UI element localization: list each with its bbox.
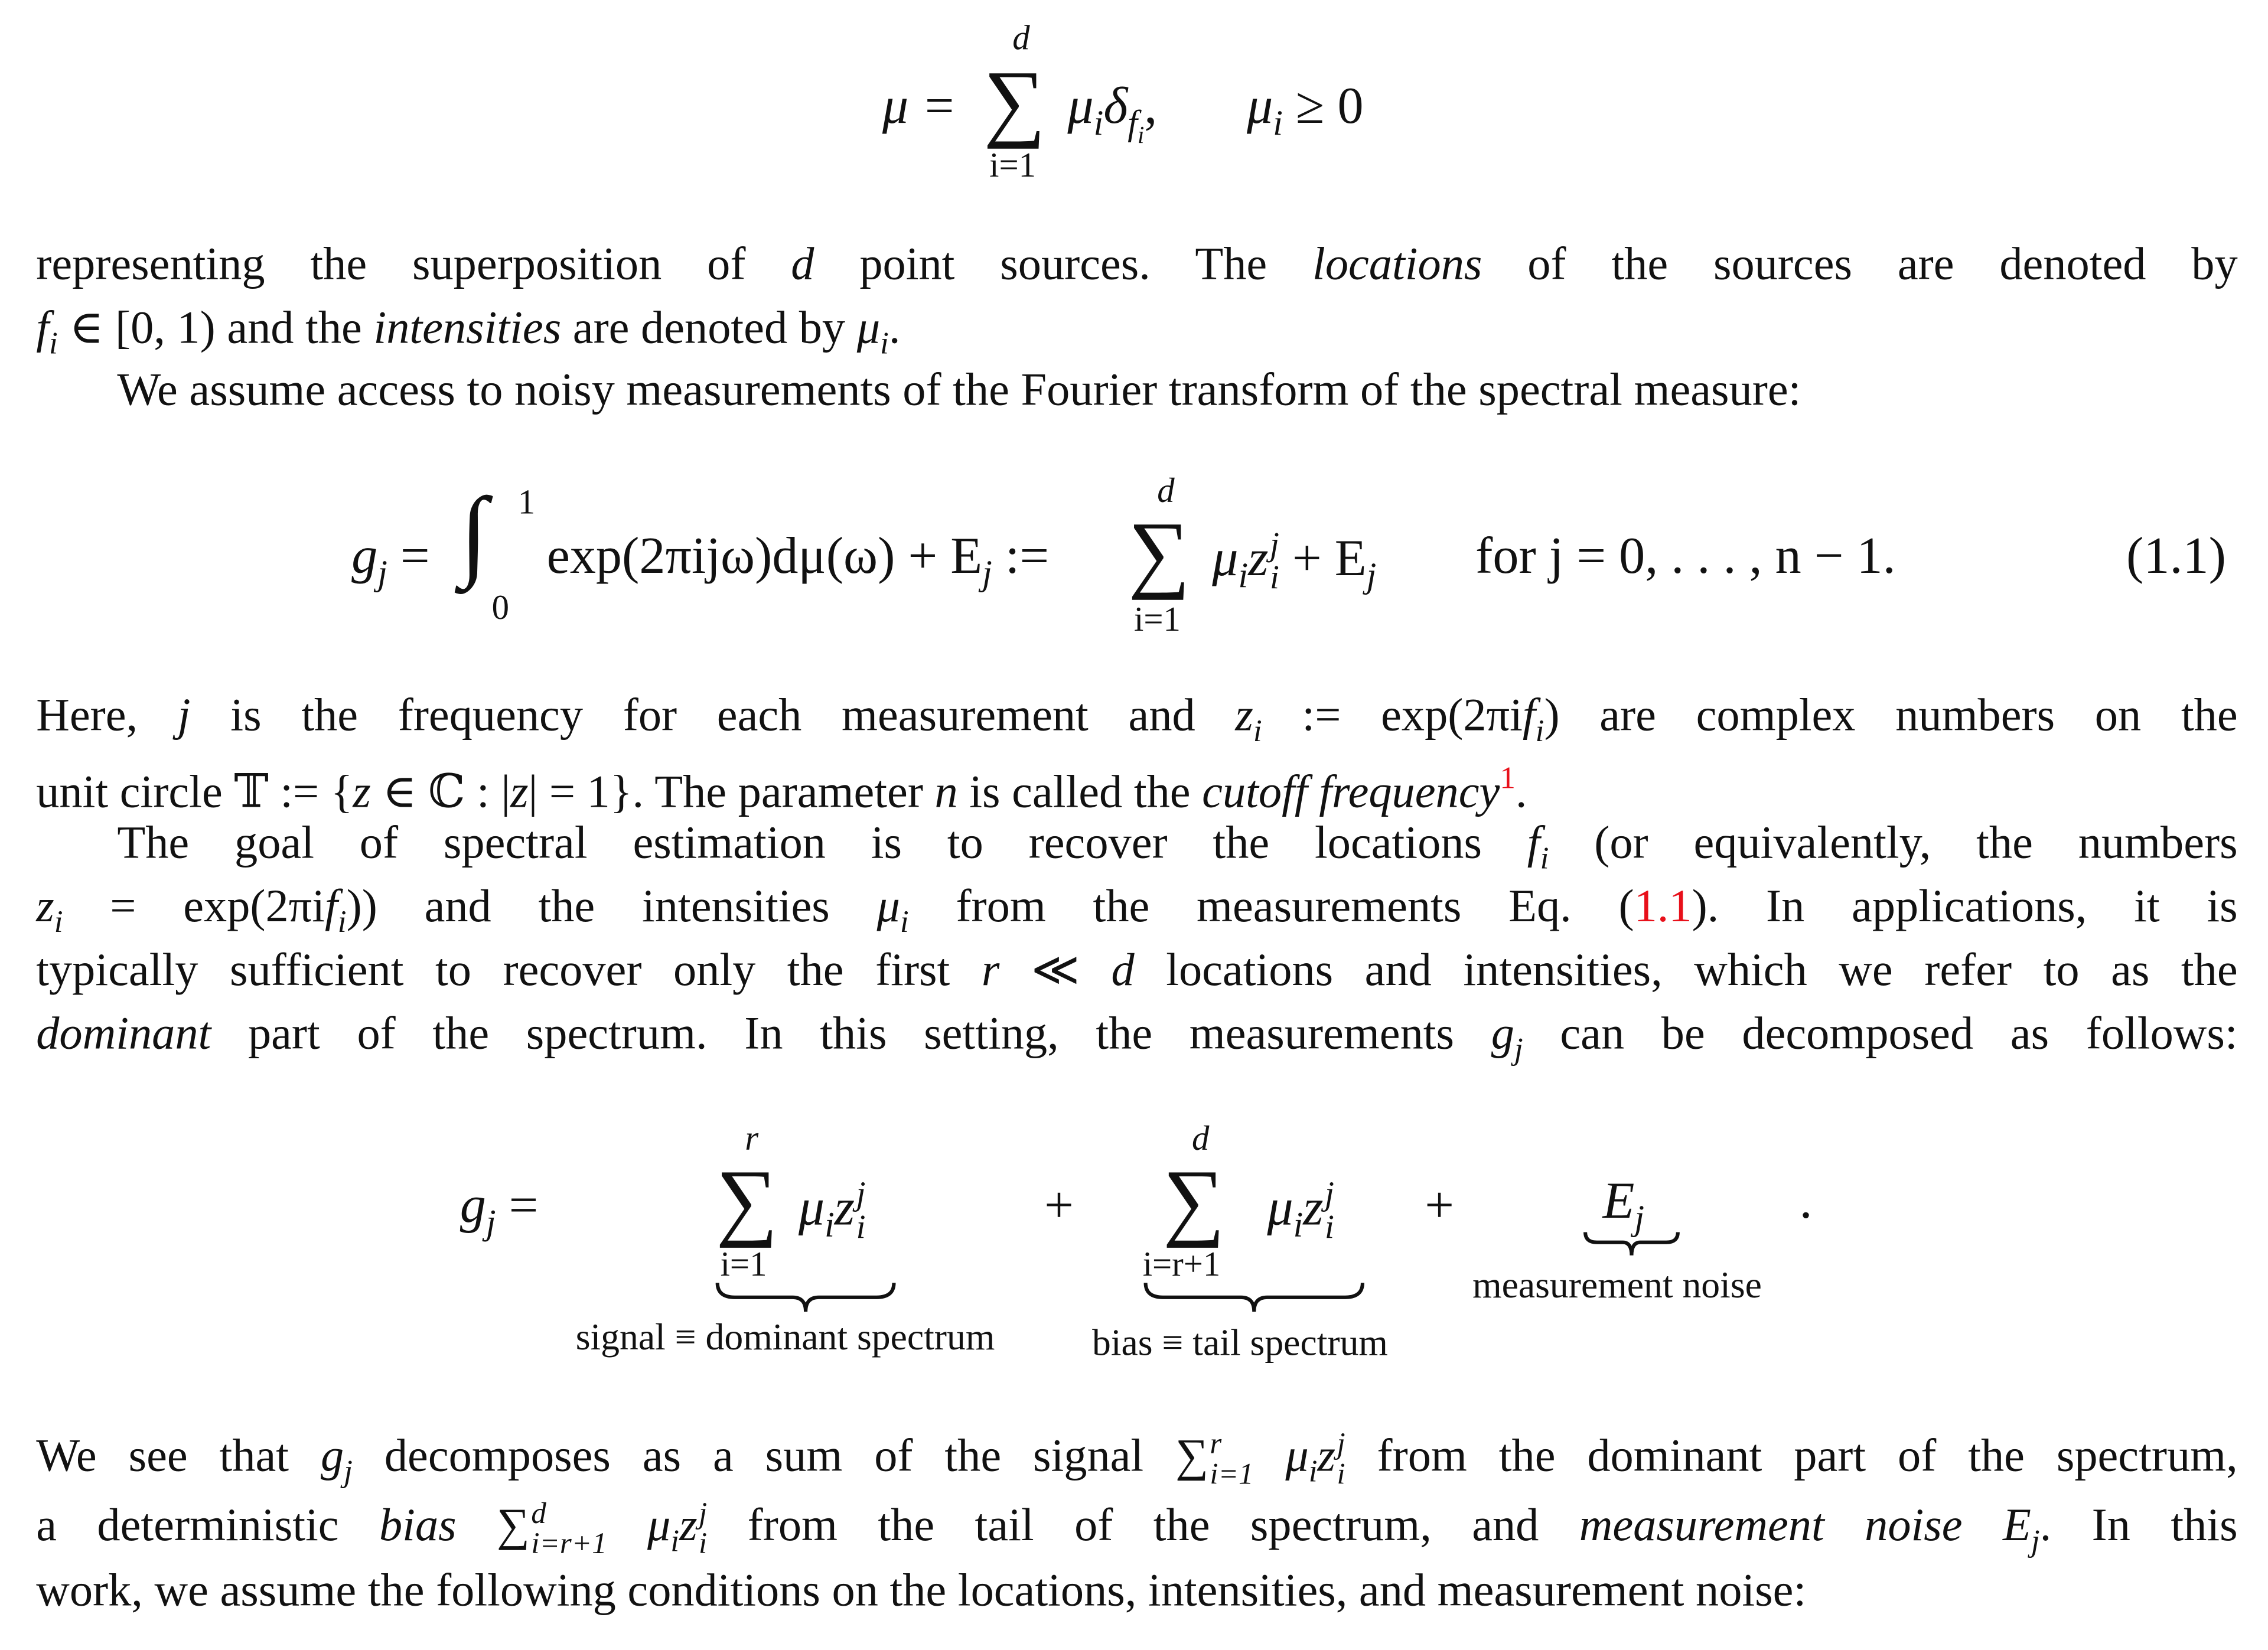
math-symbol: z	[510, 765, 529, 817]
text	[1963, 1498, 2003, 1550]
math-symbol: $g_j$	[1491, 1006, 1523, 1067]
eq3-sum1-top: r	[745, 1120, 759, 1159]
text: decomposes as a sum of the signal	[352, 1429, 1176, 1481]
text-line	[36, 360, 2237, 418]
text: point sources. The	[814, 237, 1313, 289]
math-symbol: $f_i$	[325, 879, 347, 940]
text: are denoted by	[561, 301, 857, 353]
underbrace-noise	[1582, 1230, 1681, 1261]
eq2-condition: for j = 0, . . . , n − 1.	[1475, 526, 1896, 585]
eq3-sum2-top: d	[1191, 1120, 1210, 1159]
equation-reference-link[interactable]: 1.1	[1634, 879, 1692, 932]
text: is the frequency for each measurement and	[190, 688, 1236, 741]
eq2-integrand: $\exp(2\pi ij\omega)d\mu(\omega) + E_j$ :=	[546, 526, 1050, 594]
eq3-sum1-bottom: i=1	[720, 1247, 767, 1284]
text: locations and intensities, which we refer to as the	[1134, 943, 2238, 995]
math-symbol: z j i	[1317, 1427, 1345, 1491]
math-symbol: $f_i$	[1527, 816, 1549, 876]
math-symbol: $f_i$	[1522, 688, 1544, 749]
text: ). In applications, it is	[1692, 879, 2238, 932]
emphasis-text: cutoff frequency	[1202, 765, 1500, 817]
math-symbol: d	[791, 237, 814, 289]
eq2-sum-top: d	[1157, 472, 1175, 511]
eq3-term1: $\mu_iz$ j i	[798, 1176, 866, 1248]
eq2-term: $\mu_iz$ j i + $E_j$	[1212, 526, 1377, 598]
math-symbol: z	[353, 765, 371, 817]
text: (or equivalently, the numbers	[1549, 816, 2238, 868]
text-line	[36, 876, 2238, 940]
eq3-noise: $E_j$	[1602, 1171, 1645, 1238]
plus-sign: +	[1425, 1176, 1455, 1234]
eq1-sum-bottom: i=1	[989, 147, 1036, 185]
sum-symbol: ∑	[983, 53, 1046, 149]
eq2-int-top: 1	[517, 484, 536, 523]
sum-symbol: ∑	[716, 1152, 778, 1248]
text: from the measurements Eq. (	[908, 879, 1634, 932]
emphasis-text: bias	[379, 1498, 457, 1551]
label-bias: bias ≡ tail spectrum	[1091, 1322, 1388, 1364]
footnote-marker: 1	[1500, 761, 1516, 795]
emphasis-text: intensities	[373, 301, 562, 353]
text-line	[36, 813, 2238, 876]
math-symbol: d	[1111, 943, 1135, 995]
math-symbol: r	[981, 943, 1000, 995]
eq3-lhs: $g_j$ =	[460, 1176, 539, 1243]
text: We see that	[36, 1429, 321, 1481]
underbrace-bias	[1143, 1280, 1366, 1318]
text-line	[36, 1004, 2238, 1067]
text: ∈ [0, 1) and the	[57, 301, 374, 353]
text: from the tail of the spectrum, and	[707, 1498, 1579, 1551]
eq1-term: $\mu_i\delta_{f_i}$,	[1067, 76, 1158, 149]
period: .	[1799, 1171, 1813, 1230]
text: We assume access to noisy measurements of the Fourier transform of the spectral measure:	[117, 363, 1801, 415]
text: of the sources are denoted by	[1482, 237, 2238, 289]
text-line	[36, 1560, 2237, 1618]
text: = exp(2πi	[63, 879, 325, 932]
text: The goal of spectral estimation is to recover the locations	[117, 816, 1527, 868]
label-noise: measurement noise	[1472, 1264, 1762, 1306]
text: representing the superposition of	[36, 237, 791, 289]
plus-sign: +	[1044, 1176, 1074, 1234]
emphasis-text: dominant	[36, 1006, 211, 1059]
emphasis-text: measurement noise	[1579, 1498, 1963, 1551]
math-symbol: $g_j$	[320, 1429, 353, 1489]
math-symbol: $\mu_i$	[876, 879, 909, 940]
math-symbol: $E_j$	[2002, 1498, 2040, 1558]
text-line	[36, 749, 2237, 820]
text	[457, 1498, 497, 1550]
math-symbol: $\mu_i$	[856, 301, 889, 361]
text-line	[36, 940, 2237, 998]
text-line	[36, 1426, 2238, 1491]
text: ) are complex numbers on the	[1544, 688, 2238, 741]
label-signal: signal ≡ dominant spectrum	[575, 1316, 995, 1358]
math-symbol: n	[934, 765, 958, 817]
text: a deterministic	[36, 1498, 379, 1551]
eq2-lhs: $g_j$ =	[351, 526, 430, 594]
text: from the dominant part of the spectrum,	[1345, 1429, 2238, 1481]
text: ∈ ℂ : |	[370, 765, 511, 817]
math-symbol: z j i	[679, 1496, 708, 1560]
text: .	[1515, 765, 1527, 817]
eq3-sum2-bottom: i=r+1	[1142, 1247, 1221, 1284]
text: unit circle 𝕋 := {	[36, 765, 353, 817]
inline-sum: ∑ d i=r+1	[497, 1496, 607, 1560]
text: work, we assume the following conditions on the locations, intensities, and measurement noise:	[36, 1563, 1807, 1616]
integral-symbol: ∫	[460, 478, 488, 591]
math-symbol: $f_i$	[36, 301, 58, 361]
text-line	[36, 686, 2238, 749]
text-line	[36, 1495, 2238, 1560]
eq1-lhs: μ =	[882, 76, 957, 135]
sum-symbol: ∑	[1128, 504, 1190, 601]
math-symbol: $z_i$	[36, 879, 63, 940]
text-line	[36, 234, 2237, 292]
text: part of the spectrum. In this setting, the measurements	[211, 1006, 1491, 1059]
text: | = 1}. The parameter	[528, 765, 935, 817]
math-symbol: j	[177, 688, 191, 741]
underbrace-signal	[715, 1280, 897, 1318]
math-symbol: $z_i$	[1235, 688, 1262, 749]
eq1-sum-top: d	[1012, 20, 1030, 58]
eq2-sum-bottom: i=1	[1134, 601, 1181, 640]
text: is called the	[957, 765, 1203, 817]
text: := exp(2πi	[1262, 688, 1523, 741]
text: .	[888, 301, 901, 353]
eq2-int-bottom: 0	[491, 590, 510, 628]
text: ≪	[999, 943, 1112, 995]
emphasis-text: locations	[1312, 237, 1482, 289]
eq3-term2: $\mu_iz$ j i	[1267, 1176, 1334, 1248]
equation-number: (1.1)	[2126, 526, 2226, 585]
inline-sum: ∑ r i=1	[1175, 1427, 1254, 1491]
text: typically sufficient to recover only the first	[36, 943, 982, 995]
text: )) and the intensities	[346, 879, 877, 932]
text: . In this	[2039, 1498, 2238, 1551]
text-line	[36, 298, 2237, 361]
sum-symbol: ∑	[1162, 1152, 1225, 1248]
math-symbol: $\mu_i$	[1285, 1429, 1318, 1489]
text: can be decomposed as follows:	[1523, 1006, 2238, 1059]
text: Here,	[36, 688, 178, 741]
eq1-condition: $\mu_i \ge 0$	[1247, 76, 1364, 144]
math-symbol: $\mu_i$	[647, 1498, 680, 1558]
